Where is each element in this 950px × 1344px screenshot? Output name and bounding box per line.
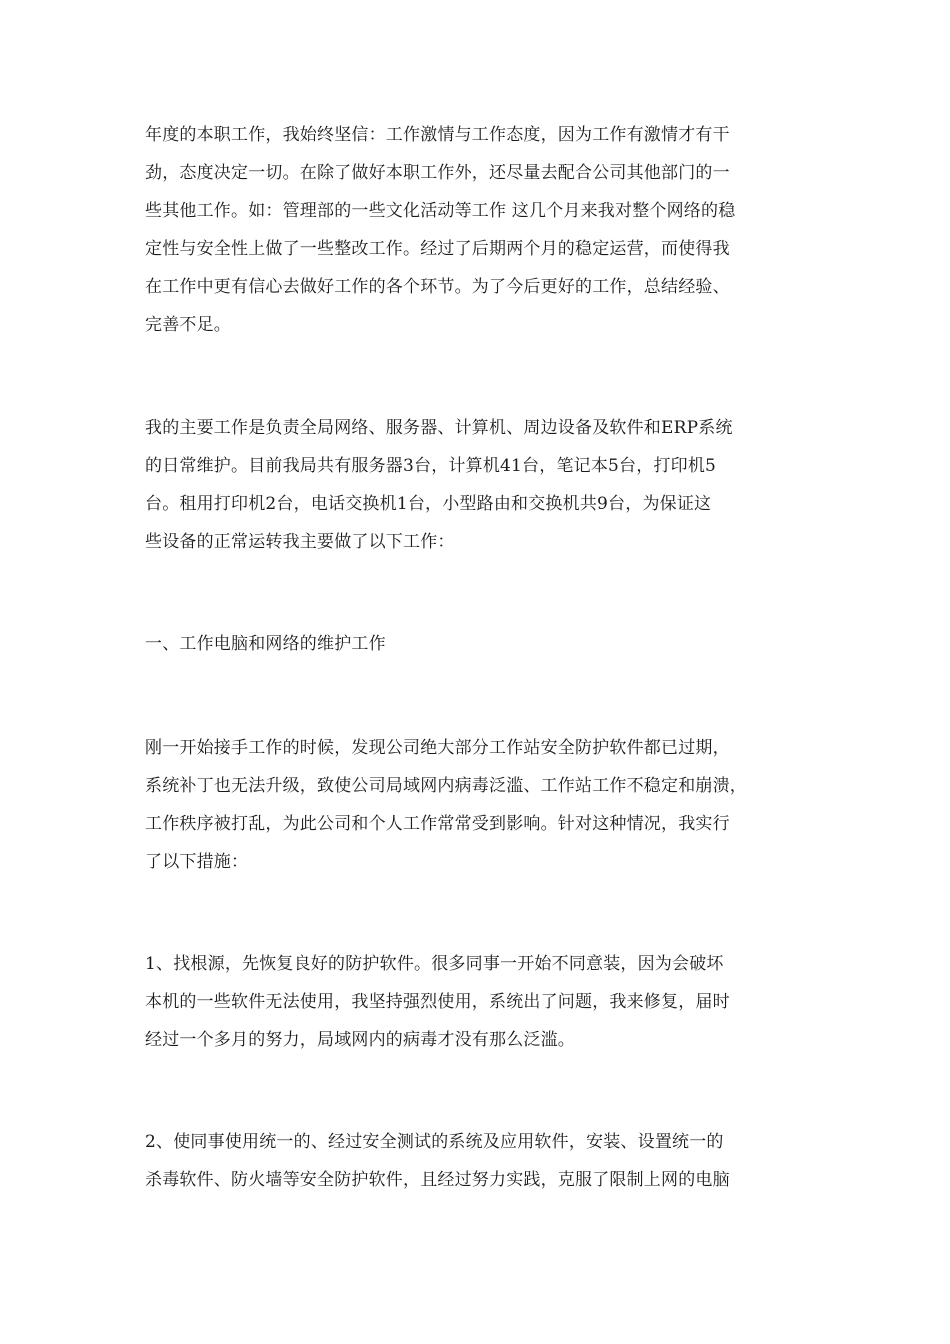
text-line: 本机的一些软件无法使用，我坚持强烈使用，系统出了问题，我来修复，届时 bbox=[145, 992, 730, 1012]
text-line: 定性与安全性上做了一些整改工作。经过了后期两个月的稳定运营，而使得我 bbox=[145, 239, 730, 259]
text-line: 2、使同事使用统一的、经过安全测试的系统及应用软件，安装、设置统一的 bbox=[145, 1132, 724, 1152]
text-line: 刚一开始接手工作的时候，发现公司绝大部分工作站安全防护软件都已过期， bbox=[145, 738, 730, 758]
paragraph-intro bbox=[145, 116, 817, 344]
heading-line: 一、工作电脑和网络的维护工作 bbox=[145, 634, 386, 654]
text-line: 经过一个多月的努力，局域网内的病毒才没有那么泛滥。 bbox=[145, 1030, 575, 1050]
text-line: 1、找根源，先恢复良好的防护软件。很多同事一开始不同意装，因为会破坏 bbox=[145, 954, 724, 974]
text-line: 在工作中更有信心去做好工作的各个环节。为了今后更好的工作，总结经验、 bbox=[145, 277, 730, 297]
text-line: 年度的本职工作，我始终坚信：工作激情与工作态度，因为工作有激情才有干 bbox=[145, 125, 730, 145]
text-line: 了以下措施： bbox=[145, 852, 249, 872]
text-line: 的日常维护。目前我局共有服务器3台，计算机41台，笔记本5台，打印机5 bbox=[145, 456, 717, 476]
paragraph-measure-1 bbox=[145, 945, 817, 1059]
text-line: 工作秩序被打乱，为此公司和个人工作常常受到影响。针对这种情况，我实行 bbox=[145, 814, 730, 834]
paragraph-measure-2 bbox=[145, 1123, 817, 1199]
text-line: 系统补丁也无法升级，致使公司局域网内病毒泛滥、工作站工作不稳定和崩溃， bbox=[145, 776, 747, 796]
text-line: 劲，态度决定一切。在除了做好本职工作外，还尽量去配合公司其他部门的一 bbox=[145, 163, 730, 183]
text-line: 我的主要工作是负责全局网络、服务器、计算机、周边设备及软件和ERP系统 bbox=[145, 418, 733, 438]
text-line: 些其他工作。如：管理部的一些文化活动等工作 这几个月来我对整个网络的稳 bbox=[145, 201, 736, 221]
paragraph-main-work bbox=[145, 409, 817, 561]
section-heading bbox=[145, 625, 817, 663]
text-line: 完善不足。 bbox=[145, 315, 231, 335]
paragraph-situation bbox=[145, 729, 817, 881]
text-line: 台。租用打印机2台，电话交换机1台，小型路由和交换机共9台，为保证这 bbox=[145, 494, 712, 514]
text-line: 些设备的正常运转我主要做了以下工作： bbox=[145, 532, 455, 552]
text-line: 杀毒软件、防火墙等安全防护软件，且经过努力实践，克服了限制上网的电脑 bbox=[145, 1170, 730, 1190]
